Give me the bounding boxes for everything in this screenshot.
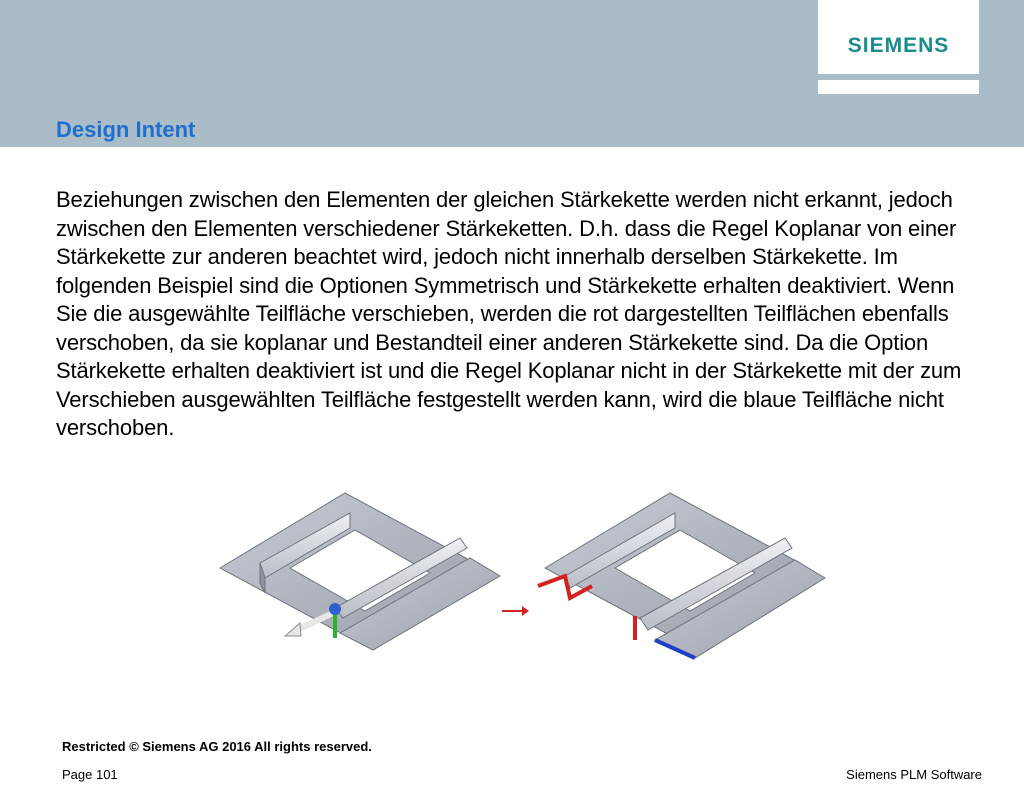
slide-title: Design Intent (56, 117, 196, 142)
body-paragraph: Beziehungen zwischen den Elementen der gleichen Stärkekette werden nicht erkannt, jedoch zwischen den Elementen verschiedener Stärkeketten. D.h. dass die Regel Koplanar von einer Stärkekette zur anderen beachtet wird, jedoch nicht innerhalb derselben Stärkekette. Im folgenden Beispiel sind die Optionen Symmetrisch und Stärkekette erhalten deaktiviert. Wenn Sie die ausgewählte Teilfläche verschieben, werden die rot dargestellten Teilflächen ebenfalls verschoben, da sie koplanar und Bestandteil einer anderen Stärkekette sind. Da die Option Stärkekette erhalten deaktiviert ist und die Regel Koplanar nicht in der Stärkekette mit der zum Verschieben ausgewählten Teilfläche festgestellt werden kann, wird die blaue Teilfläche nicht verschoben. (56, 187, 962, 440)
logo-text: SIEMENS (847, 34, 950, 57)
footer-restricted-notice: Restricted © Siemens AG 2016 All rights reserved. (62, 739, 372, 754)
figure-before-move (205, 468, 545, 678)
siemens-logo (818, 0, 979, 74)
transition-arrow (500, 604, 530, 618)
move-handle-origin (329, 603, 341, 615)
move-arrow-head (285, 623, 301, 636)
figure-after-move (530, 468, 870, 678)
footer-brand: Siemens PLM Software (846, 767, 982, 782)
footer-page-number: Page 101 (62, 767, 118, 782)
logo-strip (818, 80, 979, 94)
